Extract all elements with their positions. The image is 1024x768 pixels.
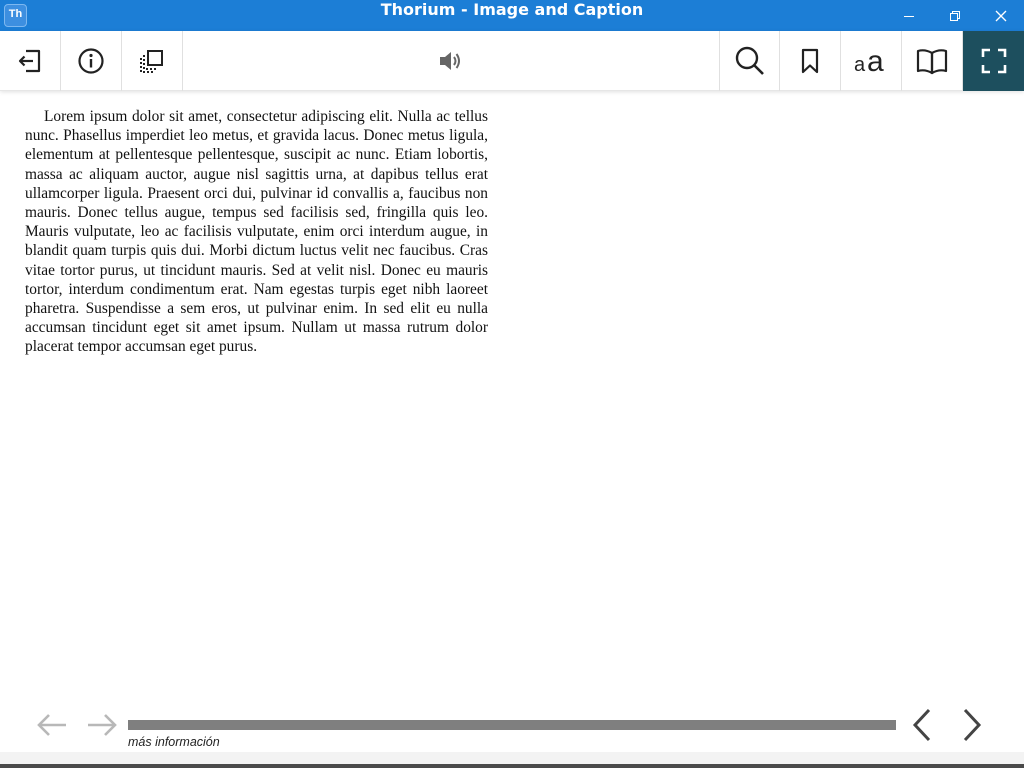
info-button[interactable]	[61, 31, 122, 91]
audio-button[interactable]	[430, 41, 470, 81]
progress-fill	[128, 720, 896, 730]
svg-text:a: a	[854, 54, 866, 76]
minimize-icon	[903, 10, 915, 22]
next-chapter-button[interactable]	[84, 707, 120, 743]
window-title: Thorium - Image and Caption	[380, 0, 644, 19]
app-icon: Th	[4, 4, 27, 27]
previous-chapter-button[interactable]	[34, 707, 70, 743]
restore-icon	[949, 10, 961, 22]
text-settings-button[interactable]	[841, 31, 902, 91]
svg-text:a: a	[867, 46, 884, 76]
audio-icon	[437, 48, 463, 74]
info-icon	[77, 47, 105, 75]
reader-footer	[0, 700, 1024, 768]
arrow-left-icon	[36, 709, 68, 741]
chevron-right-icon	[960, 707, 984, 743]
fullscreen-icon	[981, 48, 1007, 74]
back-to-library-icon	[17, 48, 43, 74]
close-button[interactable]	[978, 0, 1024, 31]
title-bar	[0, 0, 1024, 31]
navigation-button[interactable]	[122, 31, 183, 91]
reading-paragraph: Lorem ipsum dolor sit amet, consectetur adipiscing elit. Nulla ac tellus nunc. Phasellus imperdiet leo metus, et gravida lacus. Donec metus ligula, elementum at pellentesque pellentesque, suscipit ac nunc. Etiam lobortis, massa ac aliquam auctor, augue nisl sagittis urna, at dapibus tellus erat ullamcorper ligula. Praesent orci dui, pulvinar id convallis a, faucibus non mauris. Donec tellus augue, tempus sed facilisis sed, fringilla quis leo. Mauris vulputate, leo ac facilisis vulputate, enim orci interdum augue, in blandit quam turpis quis dui. Morbi dictum luctus velit nec faucibus. Cras vitae tortor purus, ut tincidunt mauris. Sed at velit nisl. Donec eu mauris tortor, interdum condimentum erat. Nam egestas turpis eget nibh laoreet pharetra. Suspendisse a sem eros, ut pulvinar enim. In sed elit eu nulla accumsan tincidunt eget sit amet ipsum. Nullam ut massa rutrum dolor placerat tempor accumsan eget purus.	[25, 108, 488, 356]
navigation-icon	[139, 48, 165, 74]
reader-toolbar	[0, 31, 1024, 91]
bookmark-button[interactable]	[780, 31, 841, 91]
arrow-right-icon	[86, 709, 118, 741]
bookmark-icon	[799, 48, 821, 74]
search-icon	[734, 45, 766, 77]
more-info-link[interactable]: más información	[128, 735, 220, 749]
chevron-left-icon	[910, 707, 934, 743]
reading-mode-button[interactable]	[902, 31, 963, 91]
restore-button[interactable]	[932, 0, 978, 31]
previous-page-button[interactable]	[904, 707, 940, 743]
window-bottom-border	[0, 764, 1024, 768]
progress-bar[interactable]	[128, 720, 896, 730]
back-to-library-button[interactable]	[0, 31, 61, 91]
close-icon	[995, 10, 1007, 22]
reading-mode-icon	[916, 47, 948, 75]
minimize-button[interactable]	[886, 0, 932, 31]
text-settings-icon	[853, 46, 889, 76]
search-button[interactable]	[719, 31, 780, 91]
next-page-button[interactable]	[954, 707, 990, 743]
fullscreen-button[interactable]	[963, 31, 1024, 91]
